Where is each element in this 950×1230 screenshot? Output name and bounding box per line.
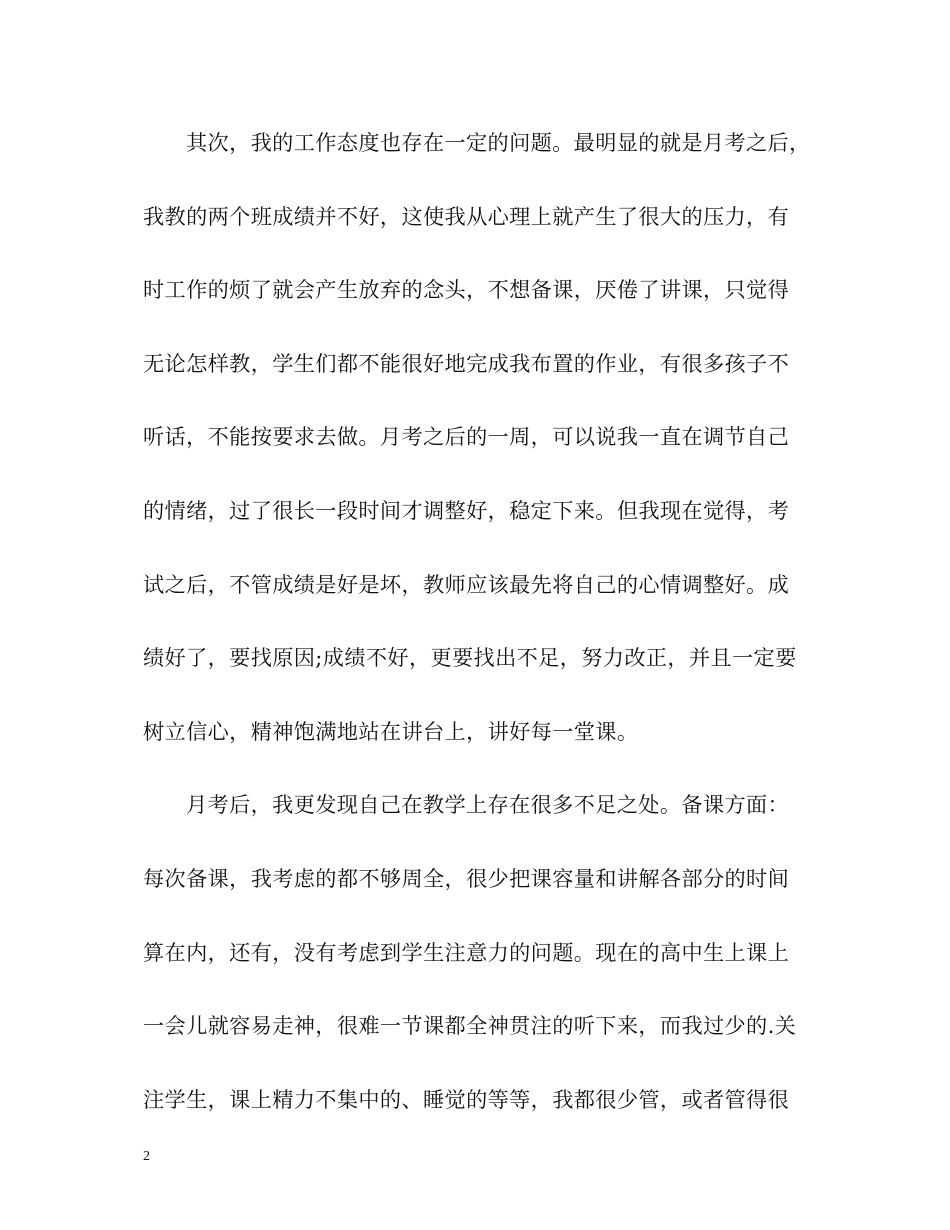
- paragraph-line: 听话，不能按要求去做。月考之后的一周，可以说我一直在调节自己: [143, 424, 790, 450]
- paragraph-line: 绩好了，要找原因;成绩不好，更要找出不足，努力改正，并且一定要: [143, 645, 797, 671]
- paragraph-line: 试之后，不管成绩是好是坏，教师应该最先将自己的心情调整好。成: [143, 571, 790, 597]
- paragraph-line: 其次，我的工作态度也存在一定的问题。最明显的就是月考之后，: [186, 130, 811, 155]
- paragraph-line: 无论怎样教，学生们都不能很好地完成我布置的作业，有很多孩子不: [143, 350, 790, 376]
- paragraph-line: 时工作的烦了就会产生放弃的念头，不想备课，厌倦了讲课，只觉得: [143, 277, 790, 303]
- body-text: [143, 117, 811, 1147]
- paragraph-line: 每次备课，我考虑的都不够周全，很少把课容量和讲解各部分的时间: [143, 865, 790, 891]
- paragraph-line: 一会儿就容易走神，很难一节课都全神贯注的听下来，而我过少的.关: [143, 1013, 797, 1039]
- paragraph-line: 树立信心，精神饱满地站在讲台上，讲好每一堂课。: [143, 718, 639, 744]
- page-number: 2: [143, 1149, 150, 1164]
- paragraph-line: 我教的两个班成绩并不好，这使我从心理上就产生了很大的压力，有: [143, 203, 790, 229]
- paragraph-line: 的情绪，过了很长一段时间才调整好，稳定下来。但我现在觉得，考: [143, 497, 790, 523]
- paragraph-line: 注学生，课上精力不集中的、睡觉的等等，我都很少管，或者管得很: [143, 1086, 790, 1112]
- paragraph-line: 算在内，还有，没有考虑到学生注意力的问题。现在的高中生上课上: [143, 939, 790, 965]
- paragraph-line: 月考后，我更发现自己在教学上存在很多不足之处。备课方面：: [186, 792, 790, 818]
